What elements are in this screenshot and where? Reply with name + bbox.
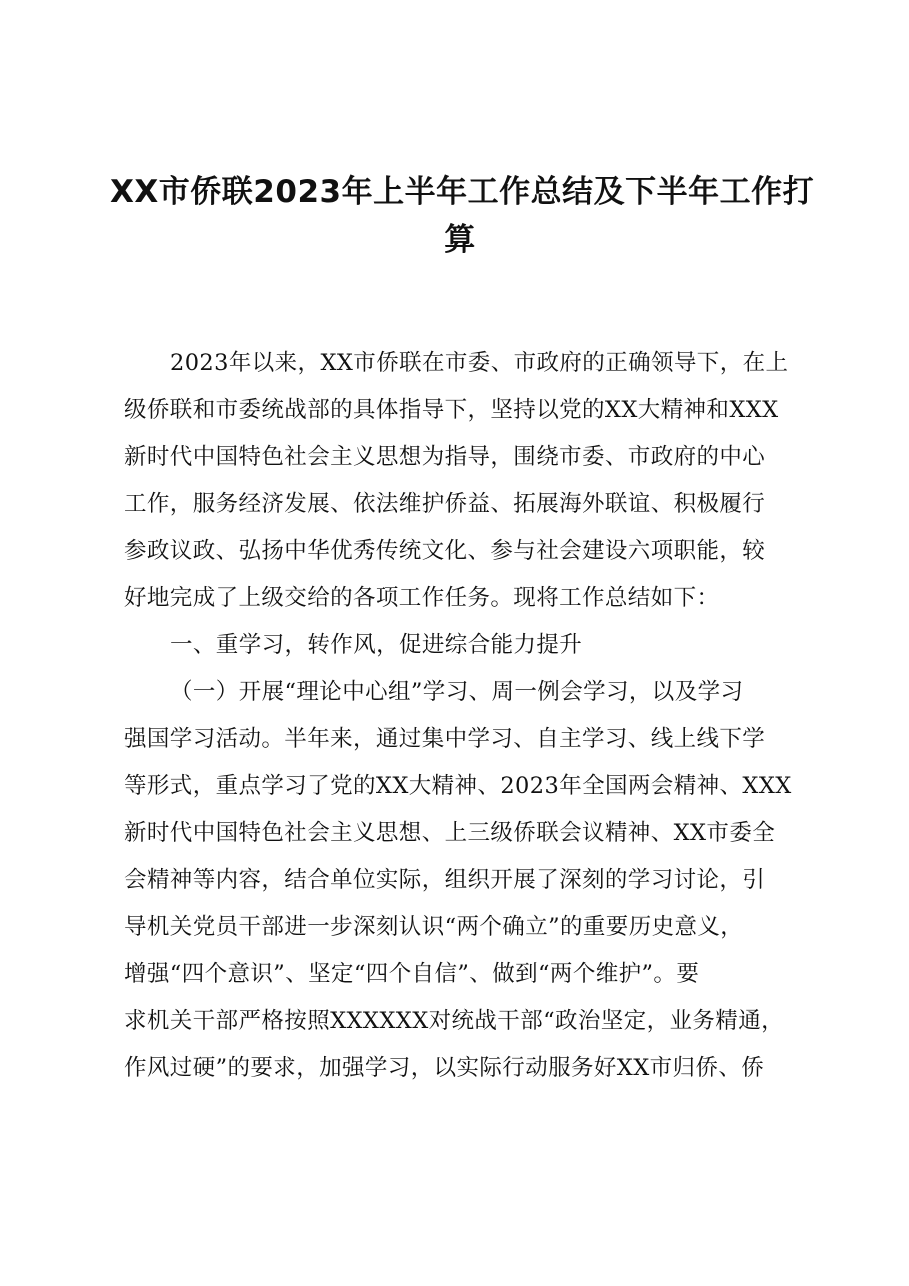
paragraph-line: 参政议政、弘扬中华优秀传统文化、参与社会建设六项职能，较 [124,538,766,564]
paragraph-line: 新时代中国特色社会主义思想为指导，围绕市委、市政府的中心 [124,444,766,470]
section-heading: 一、重学习，转作风，促进综合能力提升 [170,632,583,658]
paragraph-line: 好地完成了上级交给的各项工作任务。现将工作总结如下： [124,585,720,611]
document-body [124,340,824,1092]
paragraph-line: 新时代中国特色社会主义思想、上三级侨联会议精神、XX市委全 [124,820,776,846]
paragraph-line: 强国学习活动。半年来，通过集中学习、自主学习、线上线下学 [124,726,766,752]
paragraph-line: 导机关党员干部进一步深刻认识“两个确立”的重要历史意义， [124,914,744,940]
document-title [110,168,815,264]
paragraph-line: 会精神等内容，结合单位实际，组织开展了深刻的学习讨论，引 [124,867,766,893]
paragraph-line: 增强“四个意识”、坚定“四个自信”、做到“两个维护”。要 [124,961,700,987]
title-line: 算 [444,222,476,258]
paragraph-line: 工作，服务经济发展、依法维护侨益、拓展海外联谊、积极履行 [124,491,766,517]
paragraph-line: 级侨联和市委统战部的具体指导下，坚持以党的XX大精神和XXX [124,397,779,423]
paragraph-line: 等形式，重点学习了党的XX大精神、2023年全国两会精神、XXX [124,773,792,799]
paragraph-line: 求机关干部严格按照XXXXXX对统战干部“政治坚定，业务精通， [124,1008,785,1034]
paragraph-line: 作风过硬”的要求，加强学习，以实际行动服务好XX市归侨、侨 [124,1055,765,1081]
title-line: XX市侨联2023年上半年工作总结及下半年工作打 [110,174,815,210]
paragraph-line: （一）开展“理论中心组”学习、周一例会学习，以及学习 [170,679,744,705]
paragraph-line: 2023年以来，XX市侨联在市委、市政府的正确领导下，在上 [170,350,789,376]
